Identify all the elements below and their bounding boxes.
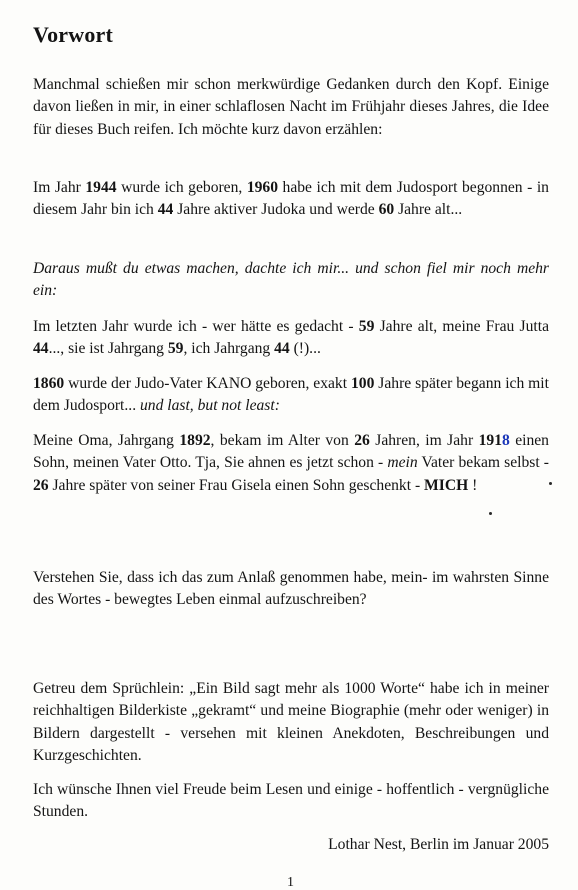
ink-dot (549, 482, 552, 485)
paragraph-italic-thought: Daraus mußt du etwas machen, dachte ich mir... und schon fiel mir noch mehr ein: (33, 260, 549, 300)
paragraph-wishes: Ich wünsche Ihnen viel Freude beim Lesen und einige - hoffentlich - vergnügliche Stunden. (33, 781, 549, 821)
handwritten-correction: 8 (501, 432, 510, 449)
paragraph-intro: Manchmal schießen mir schon merkwürdige Gedanken durch den Kopf. Einige davon ließen in mir, in einer schlaflosen Nacht im Frühjahr dieses Jahres, die Idee für dieses Buch reifen. Ich möchte kurz davon erzählen: (33, 76, 549, 138)
signature-line: Lothar Nest, Berlin im Januar 2005 (328, 836, 549, 853)
ink-dot (489, 512, 492, 515)
paragraph-pictures: Getreu dem Sprüchlein: „Ein Bild sagt mehr als 1000 Worte“ habe ich in meiner reichhaltigen Bilderkiste „gekramt“ und meine Biographie (mehr oder weniger) in Bildern dargestellt - versehen mit kleinen Anekdoten, Beschreibungen und Kurzgeschichten. (33, 680, 549, 765)
paragraph-family: Meine Oma, Jahrgang 1892, bekam im Alter von 26 Jahren, im Jahr 1918 einen Sohn, meinen Vater Otto. Tja, Sie ahnen es jetzt schon - mein Vater bekam selbst - 26 Jahre später von seiner Frau Gisela einen Sohn geschenkt - MICH ! (33, 432, 549, 494)
paragraph-birth-years: Im Jahr 1944 wurde ich geboren, 1960 habe ich mit dem Judosport begonnen - in diesem Jahr bin ich 44 Jahre aktiver Judoka und werde 60 Jahre alt... (33, 179, 549, 219)
paragraph-last-year: Im letzten Jahr wurde ich - wer hätte es gedacht - 59 Jahre alt, meine Frau Jutta 44..., sie ist Jahrgang 59, ich Jahrgang 44 (!)... (33, 318, 549, 358)
paragraph-kano: 1860 wurde der Judo-Vater KANO geboren, exakt 100 Jahre später begann ich mit dem Judosport... und last, but not least: (33, 375, 549, 415)
paragraph-question: Verstehen Sie, dass ich das zum Anlaß genommen habe, mein- im wahrsten Sinne des Wortes - bewegtes Leben einmal aufzuschreiben? (33, 569, 549, 609)
page-number: 1 (287, 875, 294, 890)
page-heading: Vorwort (33, 22, 114, 47)
